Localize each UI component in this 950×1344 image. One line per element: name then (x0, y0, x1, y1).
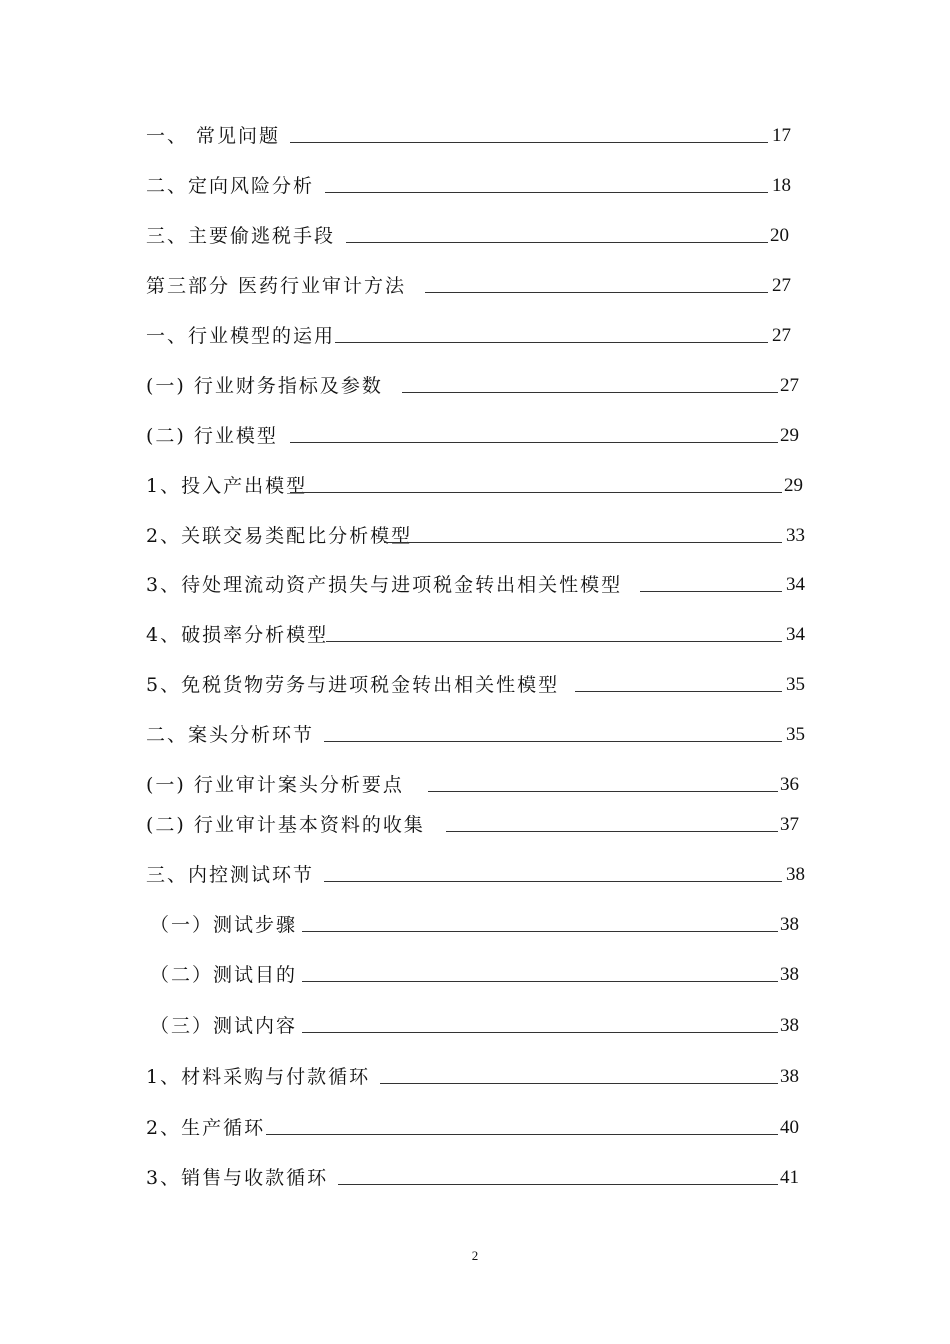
toc-entry-page: 38 (780, 1066, 799, 1087)
toc-entry-title: （三）测试内容 (150, 1015, 298, 1037)
toc-entry-page: 35 (786, 724, 805, 745)
toc-entry[interactable] (0, 471, 950, 501)
toc-entry[interactable] (0, 960, 950, 990)
toc-entry-page: 38 (780, 914, 799, 935)
toc-entry-title: 1、投入产出模型 (146, 475, 308, 497)
toc-leader-line (290, 142, 768, 143)
toc-entry[interactable] (0, 1113, 950, 1143)
toc-entry-page: 33 (786, 525, 805, 546)
toc-entry[interactable] (0, 1163, 950, 1193)
toc-entry-page: 20 (770, 225, 789, 246)
toc-leader-line (266, 1134, 778, 1135)
toc-entry-title: 三、内控测试环节 (146, 864, 315, 886)
toc-entry-page: 17 (772, 125, 791, 146)
toc-leader-line (324, 741, 782, 742)
toc-entry[interactable] (0, 620, 950, 650)
toc-leader-line (346, 242, 768, 243)
toc-entry-title: 二、定向风险分析 (146, 175, 315, 197)
toc-entry-title: 2、生产循环 (146, 1117, 266, 1139)
toc-entry-title: 2、关联交易类配比分析模型 (146, 525, 413, 547)
toc-entry-title: 二、案头分析环节 (146, 724, 315, 746)
toc-entry-title: 一、 常见问题 (146, 125, 281, 147)
toc-leader-line (324, 881, 782, 882)
toc-entry-page: 27 (780, 375, 799, 396)
toc-entry-page: 34 (786, 624, 805, 645)
toc-entry[interactable] (0, 1062, 950, 1092)
toc-entry[interactable] (0, 371, 950, 401)
toc-entry-title: 5、免税货物劳务与进项税金转出相关性模型 (146, 674, 560, 696)
toc-entry[interactable] (0, 810, 950, 840)
toc-entry[interactable] (0, 1011, 950, 1041)
toc-leader-line (575, 691, 782, 692)
toc-entry[interactable] (0, 271, 950, 301)
toc-entry-title: (二) 行业模型 (146, 425, 278, 447)
toc-leader-line (302, 1032, 778, 1033)
toc-entry[interactable] (0, 421, 950, 451)
toc-entry-title: 4、破损率分析模型 (146, 624, 329, 646)
toc-leader-line (428, 791, 778, 792)
toc-entry-page: 27 (772, 325, 791, 346)
toc-leader-line (335, 342, 768, 343)
toc-entry[interactable] (0, 770, 950, 800)
toc-entry-title: 1、材料采购与付款循环 (146, 1066, 371, 1088)
toc-entry-page: 38 (786, 864, 805, 885)
toc-entry-page: 27 (772, 275, 791, 296)
toc-entry-page: 40 (780, 1117, 799, 1138)
toc-leader-line (302, 981, 778, 982)
toc-entry-title: （二）测试目的 (150, 964, 298, 986)
toc-leader-line (380, 1083, 778, 1084)
toc-leader-line (326, 641, 782, 642)
toc-entry-title: 一、行业模型的运用 (146, 325, 336, 347)
toc-entry-title: (一) 行业审计案头分析要点 (146, 774, 404, 796)
toc-entry-title: 3、待处理流动资产损失与进项税金转出相关性模型 (146, 574, 623, 596)
toc-entry[interactable] (0, 570, 950, 600)
toc-leader-line (290, 442, 778, 443)
toc-leader-line (338, 1184, 778, 1185)
toc-leader-line (302, 931, 778, 932)
toc-leader-line (425, 292, 768, 293)
toc-entry[interactable] (0, 521, 950, 551)
page-number: 2 (471, 1248, 479, 1263)
toc-entry-page: 18 (772, 175, 791, 196)
toc-leader-line (384, 542, 782, 543)
toc-entry-title: 三、主要偷逃税手段 (146, 225, 336, 247)
toc-leader-line (640, 591, 782, 592)
toc-entry-page: 34 (786, 574, 805, 595)
toc-entry[interactable] (0, 860, 950, 890)
toc-leader-line (446, 831, 778, 832)
toc-entry[interactable] (0, 670, 950, 700)
toc-entry-page: 37 (780, 814, 799, 835)
toc-entry-page: 35 (786, 674, 805, 695)
toc-entry[interactable] (0, 121, 950, 151)
toc-entry-page: 36 (780, 774, 799, 795)
toc-entry[interactable] (0, 171, 950, 201)
toc-entry-page: 41 (780, 1167, 799, 1188)
toc-entry-title: (一) 行业财务指标及参数 (146, 375, 383, 397)
toc-entry-title: 3、销售与收款循环 (146, 1167, 329, 1189)
toc-entry-title: （一）测试步骤 (150, 914, 298, 936)
toc-entry-page: 29 (780, 425, 799, 446)
toc-entry-title: 第三部分 医药行业审计方法 (146, 275, 407, 297)
toc-leader-line (402, 392, 778, 393)
toc-leader-line (325, 192, 768, 193)
toc-entry[interactable] (0, 910, 950, 940)
toc-leader-line (290, 492, 782, 493)
toc-entry-page: 29 (784, 475, 803, 496)
toc-entry[interactable] (0, 321, 950, 351)
toc-entry[interactable] (0, 221, 950, 251)
toc-entry-title: (二) 行业审计基本资料的收集 (146, 814, 425, 836)
toc-entry-page: 38 (780, 1015, 799, 1036)
toc-entry[interactable] (0, 720, 950, 750)
toc-entry-page: 38 (780, 964, 799, 985)
